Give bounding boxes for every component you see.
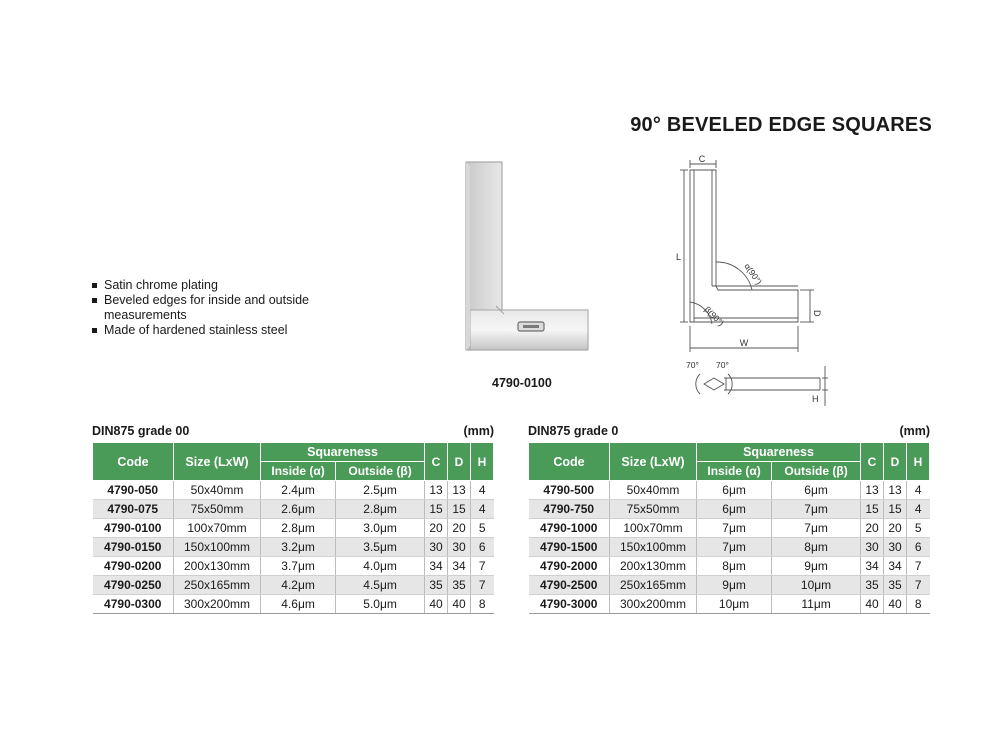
cell-c: 15	[425, 500, 448, 519]
cell-c: 35	[425, 576, 448, 595]
label-angle-left: 70°	[686, 360, 699, 370]
cell-h: 7	[471, 557, 494, 576]
cell-size: 75x50mm	[174, 500, 261, 519]
cell-inside: 2.6μm	[261, 500, 336, 519]
cell-inside: 7μm	[697, 519, 772, 538]
cell-outside: 9μm	[772, 557, 861, 576]
col-squareness: Squareness	[261, 443, 425, 462]
cell-inside: 9μm	[697, 576, 772, 595]
cell-c: 13	[425, 481, 448, 500]
cell-c: 34	[425, 557, 448, 576]
cell-c: 20	[861, 519, 884, 538]
cell-d: 34	[884, 557, 907, 576]
unit-label: (mm)	[463, 424, 494, 438]
label-l: L	[676, 252, 682, 262]
table-row	[529, 576, 930, 595]
cell-outside: 5.0μm	[336, 595, 425, 614]
cell-code: 4790-050	[93, 481, 174, 500]
cell-c: 20	[425, 519, 448, 538]
col-code: Code	[529, 443, 610, 481]
col-size: Size (LxW)	[610, 443, 697, 481]
cell-code: 4790-0250	[93, 576, 174, 595]
cell-size: 250x165mm	[174, 576, 261, 595]
col-d: D	[884, 443, 907, 481]
table-row	[93, 576, 494, 595]
table-body	[93, 481, 494, 614]
cell-inside: 4.2μm	[261, 576, 336, 595]
cell-d: 34	[448, 557, 471, 576]
cell-code: 4790-1000	[529, 519, 610, 538]
cell-h: 4	[471, 481, 494, 500]
table-row	[93, 500, 494, 519]
col-inside: Inside (α)	[697, 462, 772, 481]
cell-size: 250x165mm	[610, 576, 697, 595]
cell-h: 8	[471, 595, 494, 614]
cell-code: 4790-2000	[529, 557, 610, 576]
cell-size: 200x130mm	[610, 557, 697, 576]
cell-h: 4	[907, 481, 930, 500]
cell-d: 13	[448, 481, 471, 500]
table-row	[93, 538, 494, 557]
label-d: D	[812, 310, 822, 317]
col-outside: Outside (β)	[772, 462, 861, 481]
cell-code: 4790-500	[529, 481, 610, 500]
cell-d: 20	[448, 519, 471, 538]
table-row	[93, 519, 494, 538]
label-alpha: α(90°)	[742, 261, 764, 287]
cell-d: 13	[884, 481, 907, 500]
spec-table	[92, 442, 494, 614]
cell-size: 200x130mm	[174, 557, 261, 576]
dimension-diagram	[664, 152, 822, 356]
cell-code: 4790-075	[93, 500, 174, 519]
col-code: Code	[93, 443, 174, 481]
cell-c: 34	[861, 557, 884, 576]
cell-size: 75x50mm	[610, 500, 697, 519]
cell-d: 15	[448, 500, 471, 519]
cell-d: 40	[448, 595, 471, 614]
cell-outside: 7μm	[772, 500, 861, 519]
feature-item: Beveled edges for inside and outside measurements	[92, 293, 312, 323]
cell-size: 150x100mm	[610, 538, 697, 557]
col-inside: Inside (α)	[261, 462, 336, 481]
cell-inside: 6μm	[697, 500, 772, 519]
cell-h: 4	[907, 500, 930, 519]
label-h: H	[812, 394, 819, 404]
cell-d: 40	[884, 595, 907, 614]
cell-outside: 3.0μm	[336, 519, 425, 538]
cell-inside: 2.8μm	[261, 519, 336, 538]
cell-c: 35	[861, 576, 884, 595]
cell-code: 4790-2500	[529, 576, 610, 595]
product-photo	[462, 160, 592, 352]
cell-inside: 3.2μm	[261, 538, 336, 557]
cell-code: 4790-3000	[529, 595, 610, 614]
feature-list	[92, 278, 312, 338]
cell-h: 7	[471, 576, 494, 595]
cell-h: 6	[907, 538, 930, 557]
unit-label: (mm)	[899, 424, 930, 438]
cell-outside: 10μm	[772, 576, 861, 595]
cell-code: 4790-0300	[93, 595, 174, 614]
table-row	[93, 595, 494, 614]
cell-h: 5	[471, 519, 494, 538]
cell-h: 5	[907, 519, 930, 538]
cell-outside: 8μm	[772, 538, 861, 557]
label-w: W	[739, 338, 749, 348]
cell-h: 7	[907, 576, 930, 595]
label-angle-right: 70°	[716, 360, 729, 370]
table-row	[93, 557, 494, 576]
cell-size: 300x200mm	[610, 595, 697, 614]
cell-code: 4790-1500	[529, 538, 610, 557]
cell-h: 8	[907, 595, 930, 614]
cell-size: 150x100mm	[174, 538, 261, 557]
col-h: H	[471, 443, 494, 481]
cell-outside: 6μm	[772, 481, 861, 500]
table-grade-00	[92, 424, 494, 614]
col-size: Size (LxW)	[174, 443, 261, 481]
cell-code: 4790-0150	[93, 538, 174, 557]
cell-inside: 3.7μm	[261, 557, 336, 576]
cell-outside: 3.5μm	[336, 538, 425, 557]
cell-inside: 7μm	[697, 538, 772, 557]
cell-size: 300x200mm	[174, 595, 261, 614]
table-row	[529, 500, 930, 519]
cell-h: 7	[907, 557, 930, 576]
cell-c: 40	[425, 595, 448, 614]
cell-code: 4790-0100	[93, 519, 174, 538]
label-c: C	[698, 154, 706, 164]
col-h: H	[907, 443, 930, 481]
cell-size: 100x70mm	[610, 519, 697, 538]
col-d: D	[448, 443, 471, 481]
cell-d: 30	[448, 538, 471, 557]
cell-outside: 4.5μm	[336, 576, 425, 595]
table-title: DIN875 grade 00	[92, 424, 190, 438]
cell-h: 6	[471, 538, 494, 557]
table-row	[529, 538, 930, 557]
cell-inside: 6μm	[697, 481, 772, 500]
cell-c: 13	[861, 481, 884, 500]
table-row	[529, 595, 930, 614]
col-c: C	[425, 443, 448, 481]
spec-table	[528, 442, 930, 614]
col-squareness: Squareness	[697, 443, 861, 462]
cell-code: 4790-0200	[93, 557, 174, 576]
table-row	[529, 481, 930, 500]
page-title: 90° BEVELED EDGE SQUARES	[630, 114, 932, 136]
cell-outside: 11μm	[772, 595, 861, 614]
cell-c: 30	[425, 538, 448, 557]
cell-outside: 7μm	[772, 519, 861, 538]
feature-item: Satin chrome plating	[92, 278, 312, 293]
cell-c: 40	[861, 595, 884, 614]
photo-caption: 4790-0100	[492, 376, 552, 390]
cell-inside: 10μm	[697, 595, 772, 614]
cell-d: 30	[884, 538, 907, 557]
cell-code: 4790-750	[529, 500, 610, 519]
cell-d: 35	[884, 576, 907, 595]
cell-size: 50x40mm	[174, 481, 261, 500]
cell-inside: 8μm	[697, 557, 772, 576]
cell-d: 35	[448, 576, 471, 595]
cell-d: 20	[884, 519, 907, 538]
cell-outside: 2.5μm	[336, 481, 425, 500]
table-row	[529, 557, 930, 576]
cell-outside: 2.8μm	[336, 500, 425, 519]
cell-inside: 4.6μm	[261, 595, 336, 614]
label-beta: β(90°)	[702, 304, 727, 328]
table-grade-0	[528, 424, 930, 614]
cell-c: 15	[861, 500, 884, 519]
cell-c: 30	[861, 538, 884, 557]
table-title: DIN875 grade 0	[528, 424, 619, 438]
cell-size: 50x40mm	[610, 481, 697, 500]
table-row	[529, 519, 930, 538]
cell-d: 15	[884, 500, 907, 519]
table-row	[93, 481, 494, 500]
table-body	[529, 481, 930, 614]
cell-inside: 2.4μm	[261, 481, 336, 500]
cell-h: 4	[471, 500, 494, 519]
cell-size: 100x70mm	[174, 519, 261, 538]
col-c: C	[861, 443, 884, 481]
col-outside: Outside (β)	[336, 462, 425, 481]
cell-outside: 4.0μm	[336, 557, 425, 576]
edge-profile-diagram	[680, 356, 830, 412]
feature-item: Made of hardened stainless steel	[92, 323, 312, 338]
